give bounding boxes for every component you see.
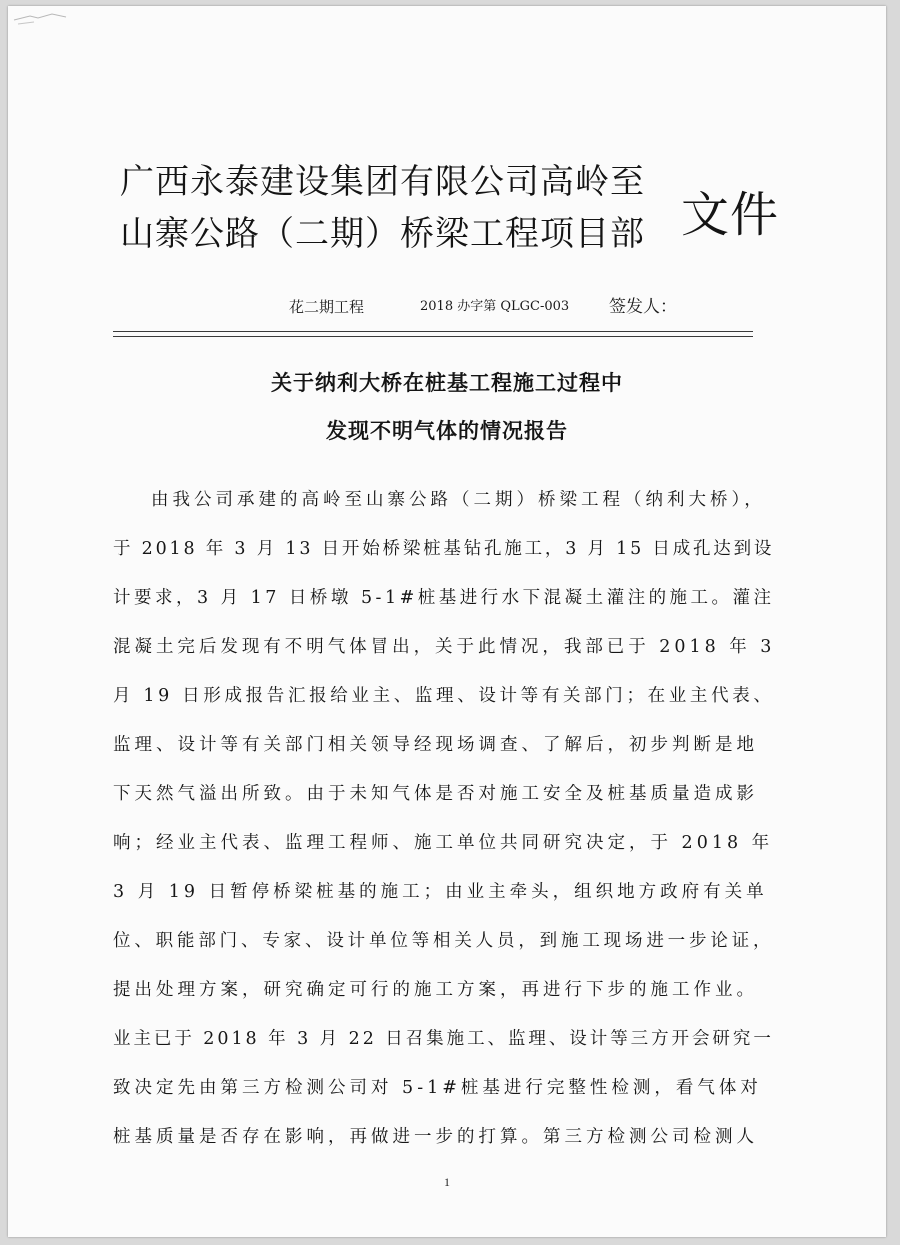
report-title-line-2: 发现不明气体的情况报告 [326,419,568,443]
body-line: 月 19 日形成报告汇报给业主、监理、设计等有关部门；在业主代表、 [113,686,775,706]
body-line: 计要求，3 月 17 日桥墩 5-1#桩基进行水下混凝土灌注的施工。灌注 [113,588,775,608]
body-line: 监理、设计等有关部门相关领导经现场调查、了解后，初步判断是地 [113,735,758,755]
body-line: 业主已于 2018 年 3 月 22 日召集施工、监理、设计等三方开会研究一 [113,1029,774,1049]
body-line: 于 2018 年 3 月 13 日开始桥梁桩基钻孔施工，3 月 15 日成孔达到设 [113,539,775,559]
document-header-suffix: 文件 [681,187,780,243]
body-line: 混凝土完后发现有不明气体冒出，关于此情况，我部已于 2018 年 3 [113,637,776,657]
document-meta-row [8,295,886,319]
document-page [8,6,886,1237]
header-divider-bottom [113,336,753,337]
meta-signer-label: 签发人： [609,297,677,317]
meta-document-number: 2018 办字第 QLGC-003 [420,299,570,314]
scan-artifact-mark [8,6,88,30]
meta-project: 花二期工程 [289,298,365,316]
body-line: 响；经业主代表、监理工程师、施工单位共同研究决定，于 2018 年 [113,833,774,853]
body-line: 桩基质量是否存在影响，再做进一步的打算。第三方检测公司检测人 [113,1127,758,1147]
header-divider-top [113,331,753,332]
document-header-title [120,156,680,260]
body-line: 提出处理方案，研究确定可行的施工方案，再进行下步的施工作业。 [113,980,758,1000]
body-line: 位、职能部门、专家、设计单位等相关人员，到施工现场进一步论证， [113,931,775,951]
header-title-line-2: 山寨公路（二期）桥梁工程项目部 [120,214,645,254]
header-title-line-1: 广西永泰建设集团有限公司高岭至 [120,162,645,202]
body-line: 由我公司承建的高岭至山寨公路（二期）桥梁工程（纳利大桥）， [151,490,766,510]
page-number: 1 [444,1175,450,1189]
body-line: 下天然气溢出所致。由于未知气体是否对施工安全及桩基质量造成影 [113,784,758,804]
report-title-line-1: 关于纳利大桥在桩基工程施工过程中 [271,371,623,395]
body-line: 3 月 19 日暂停桥梁桩基的施工；由业主牵头，组织地方政府有关单 [113,882,768,902]
body-line: 致决定先由第三方检测公司对 5-1#桩基进行完整性检测，看气体对 [113,1078,762,1098]
